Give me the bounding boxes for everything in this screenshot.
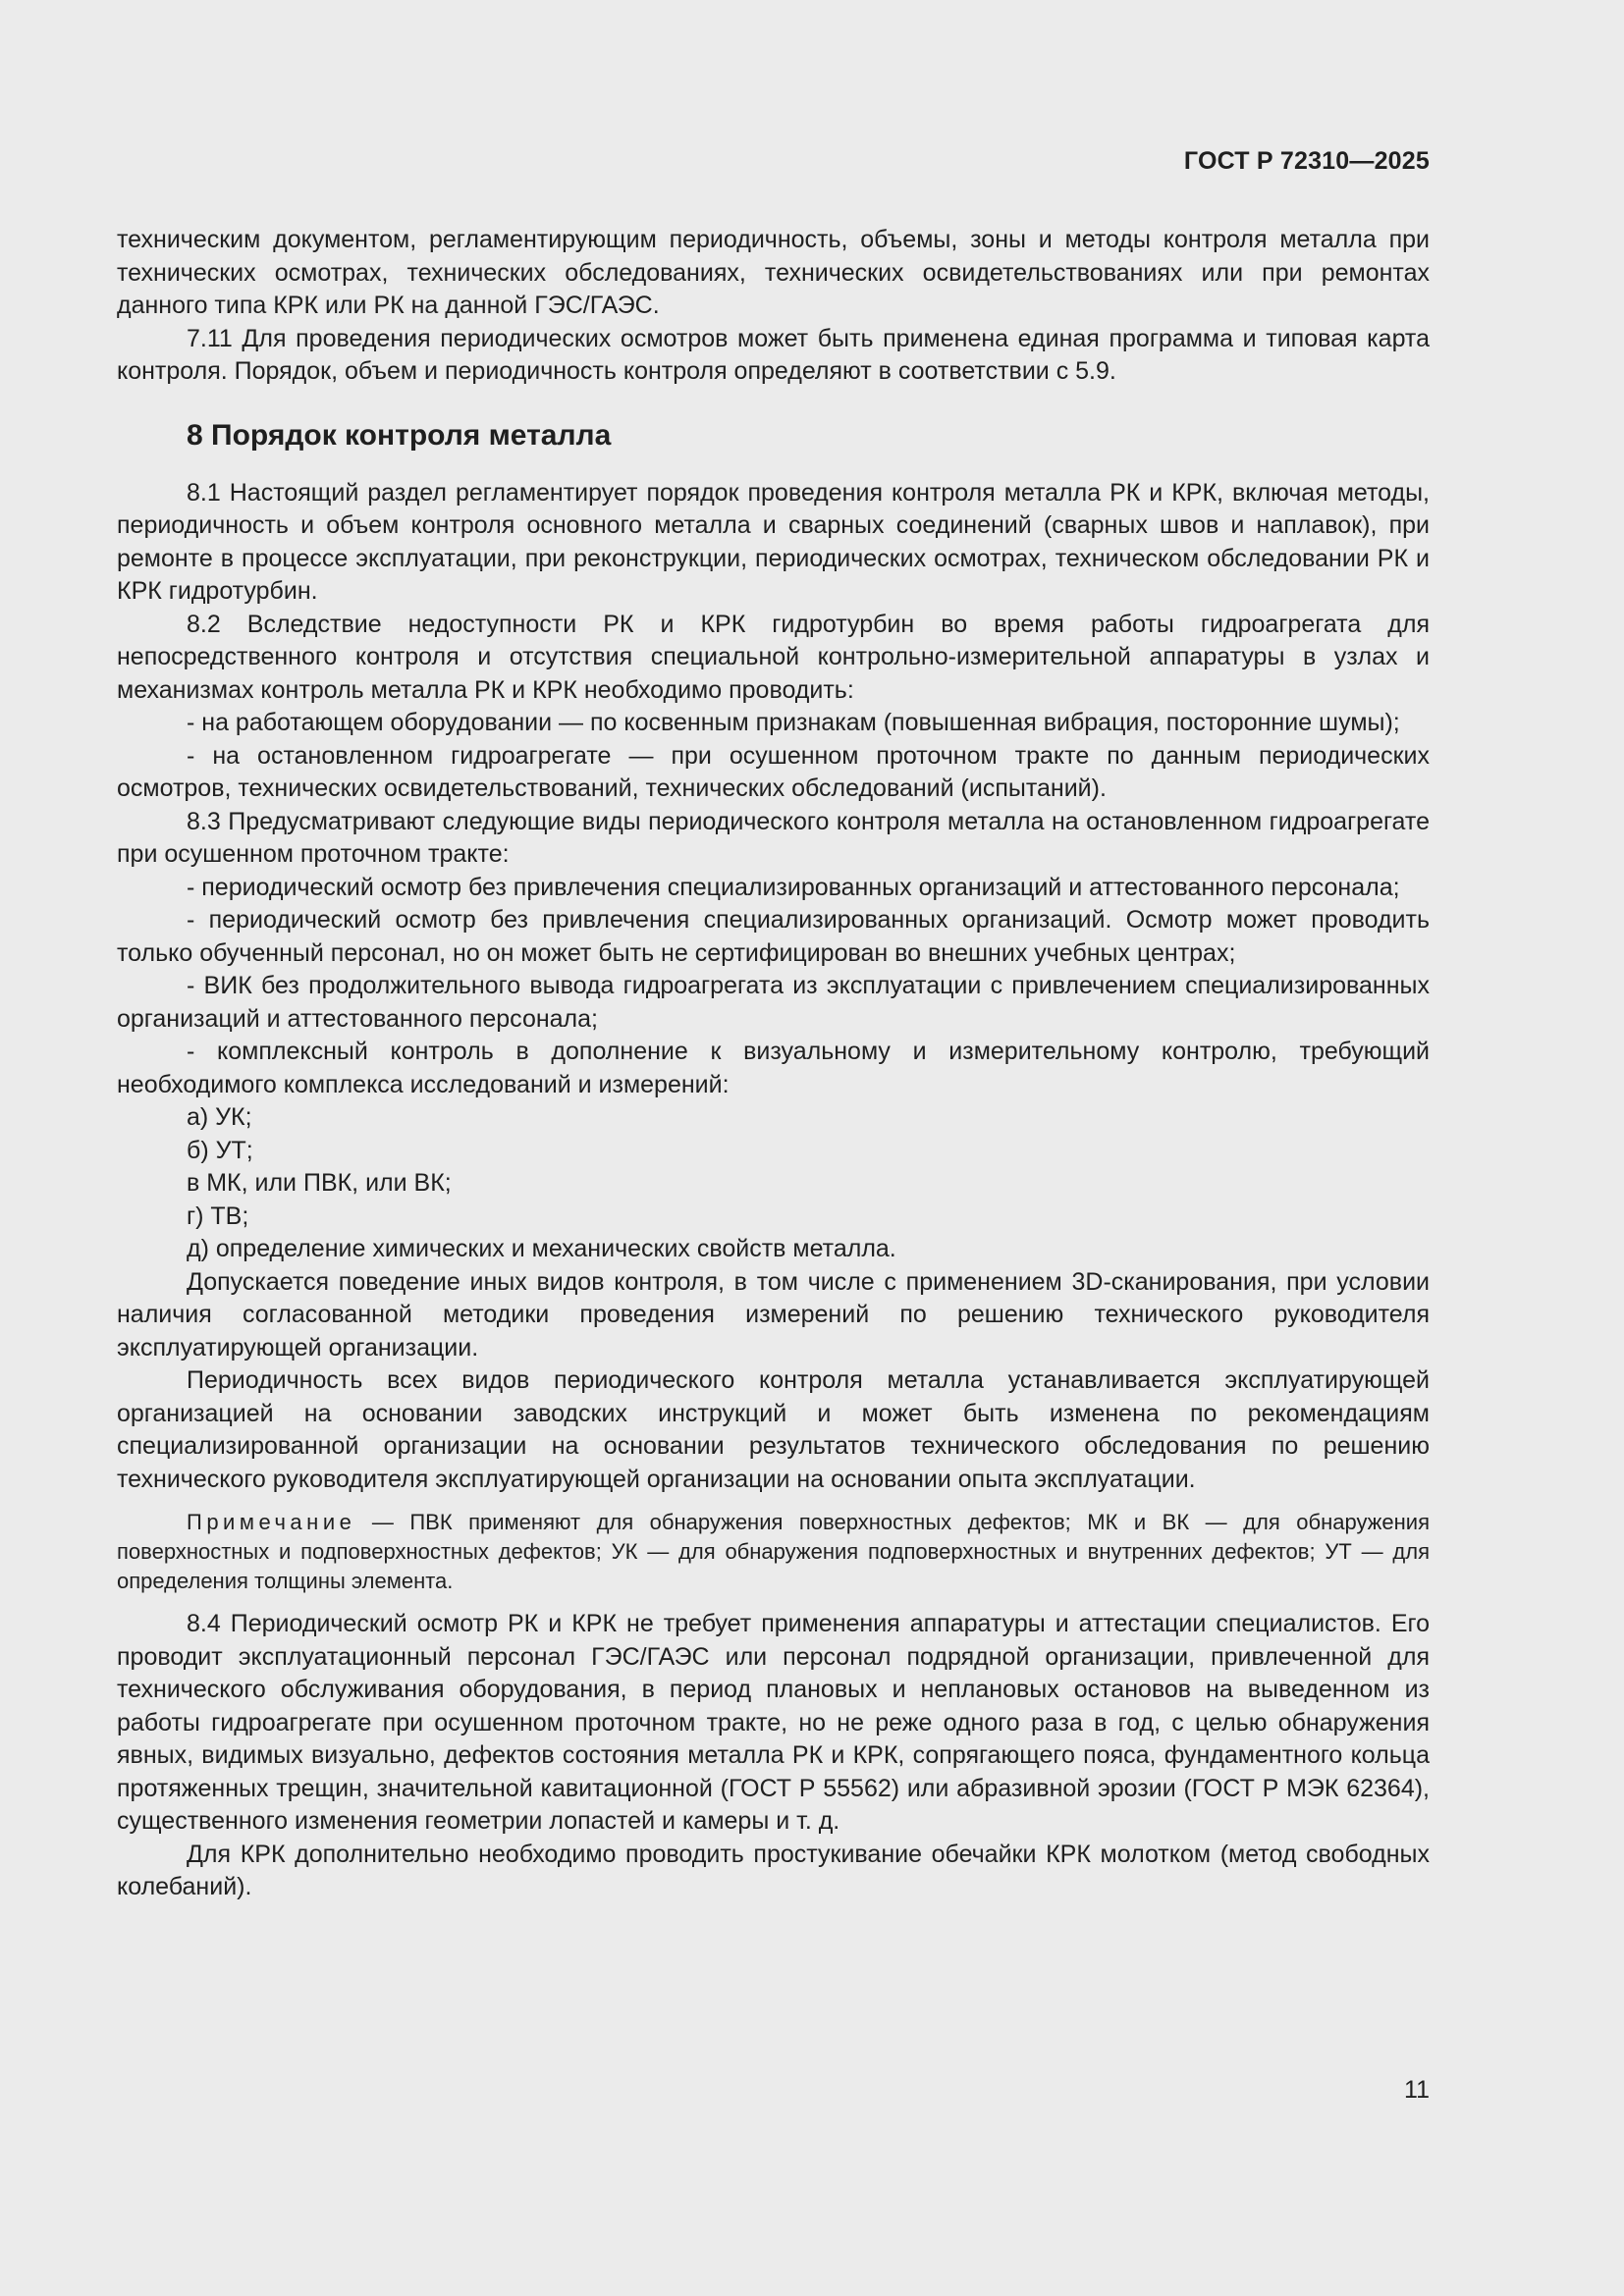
list-item: - периодический осмотр без привлечения специализированных организаций и аттестованного персонала; <box>187 873 1400 901</box>
sub-list-item: г) ТВ; <box>187 1201 249 1230</box>
paragraph-periodicity: Периодичность всех видов периодического контроля металла устанавливается эксплуатирующей организацией на основании заводских инструкций и может быть изменена по рекомендациям специализированной организации на основании результатов технического обследования по решению технического руководителя эксплуатирующей организации на основании опыта эксплуатации. <box>117 1366 1430 1493</box>
list-item: - комплексный контроль в дополнение к визуальному и измерительному контролю, требующий необходимого комплекса исследований и измерений: <box>117 1038 1430 1098</box>
sub-list-item: а) УК; <box>187 1103 252 1131</box>
sub-list-item: в МК, или ПВК, или ВК; <box>187 1169 452 1197</box>
paragraph-8-3: 8.3 Предусматривают следующие виды периодического контроля металла на остановленном гидроагрегате при осушенном проточном тракте: <box>117 807 1430 868</box>
paragraph-7-11: 7.11 Для проведения периодических осмотров может быть применена единая программа и типовая карта контроля. Порядок, объем и периодичность контроля определяют в соответствии с 5.9. <box>117 324 1430 385</box>
note <box>117 1508 1430 1596</box>
sub-list-item: б) УТ; <box>187 1136 253 1164</box>
document-body <box>117 224 1430 1904</box>
paragraph-continuation: техническим документом, регламентирующим периодичность, объемы, зоны и методы контроля металла при технических осмотрах, технических обследованиях, технических освидетельствованиях или при ремонтах данного типа КРК или РК на данной ГЭС/ГАЭС. <box>117 226 1430 319</box>
list-item: - периодический осмотр без привлечения специализированных организаций. Осмотр может проводить только обученный персонал, но он может быть не сертифицирован во внешних учебных центрах; <box>117 906 1430 967</box>
paragraph-krk: Для КРК дополнительно необходимо проводить простукивание обечайки КРК молотком (метод свободных колебаний). <box>117 1840 1430 1900</box>
paragraph-8-4: 8.4 Периодический осмотр РК и КРК не требует применения аппаратуры и аттестации специалистов. Его проводит эксплуатационный персонал ГЭС/ГАЭС или персонал подрядной организации, привлеченной для технического обслуживания оборудования, в период плановых и неплановых остановов на выведенном из работы гидроагрегате при осушенном проточном тракте, но не реже одного раза в год, с целью обнаружения явных, видимых визуально, дефектов состояния металла РК и КРК, сопрягающего пояса, фундаментного кольца протяженных трещин, значительной кавитационной (ГОСТ Р 55562) или абразивной эрозии (ГОСТ Р МЭК 62364), существенного изменения геометрии лопастей и камеры и т. д. <box>117 1610 1430 1835</box>
sub-list-item: д) определение химических и механических свойств металла. <box>187 1235 896 1262</box>
document-code-header: ГОСТ Р 72310—2025 <box>1183 147 1430 175</box>
list-item: - на работающем оборудовании — по косвенным признакам (повышенная вибрация, посторонние шумы); <box>187 709 1400 736</box>
list-item: - ВИК без продолжительного вывода гидроагрегата из эксплуатации с привлечением специализированных организаций и аттестованного персонала; <box>117 972 1430 1033</box>
section-title: 8 Порядок контроля металла <box>187 418 612 452</box>
note-label: Примечание <box>187 1510 356 1534</box>
paragraph-allowed: Допускается поведение иных видов контроля, в том числе с применением 3D-сканирования, при условии наличия согласованной методики проведения измерений по решению технического руководителя эксплуатирующей организации. <box>117 1267 1430 1362</box>
paragraph-8-1: 8.1 Настоящий раздел регламентирует порядок проведения контроля металла РК и КРК, включая методы, периодичность и объем контроля основного металла и сварных соединений (сварных швов и наплавок), при ремонте в процессе эксплуатации, при реконструкции, периодических осмотрах, техническом обследовании РК и КРК гидротурбин. <box>117 478 1430 605</box>
list-item: - на остановленном гидроагрегате — при осушенном проточном тракте по данным периодических осмотров, технических освидетельствований, технических обследований (испытаний). <box>117 741 1430 802</box>
paragraph-8-2: 8.2 Вследствие недоступности РК и КРК гидротурбин во время работы гидроагрегата для непосредственного контроля и отсутствия специальной контрольно-измерительной аппаратуры в узлах и механизмах контроль металла РК и КРК необходимо проводить: <box>117 610 1430 704</box>
note-text: — ПВК применяют для обнаружения поверхностных дефектов; МК и ВК — для обнаружения поверхностных и подповерхностных дефектов; УК — для обнаружения подповерхностных и внутренних дефектов; УТ — для определения толщины элемента. <box>117 1510 1430 1593</box>
page-number: 11 <box>1404 2076 1430 2104</box>
